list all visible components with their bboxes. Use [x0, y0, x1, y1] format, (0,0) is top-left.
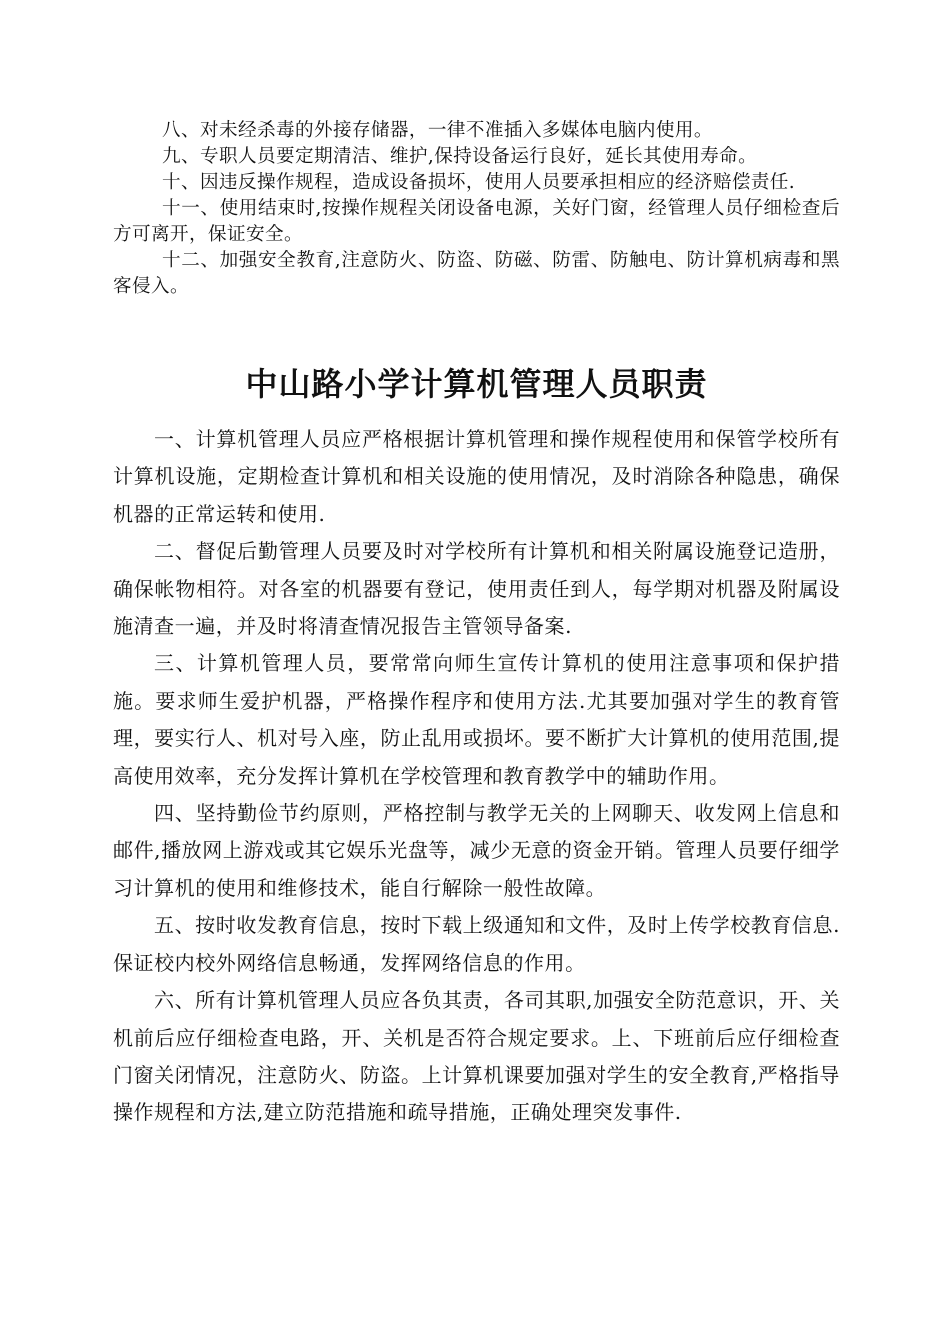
page-title: 中山路小学计算机管理人员职责: [245, 365, 708, 403]
duty-item-5: 五、按时收发教育信息，按时下载上级通知和文件，及时上传学校教育信息.保证校内校外网络信息畅通，发挥网络信息的作用。: [113, 913, 840, 975]
duty-item-1: 一、计算机管理人员应严格根据计算机管理和操作规程使用和保管学校所有计算机设施，定期检查计算机和相关设施的使用情况，及时消除各种隐患，确保机器的正常运转和使用.: [113, 427, 840, 526]
duty-item-6: 六、所有计算机管理人员应各负其责，各司其职,加强安全防范意识，开、关机前后应仔细检查电路，开、关机是否符合规定要求。上、下班前后应仔细检查门窗关闭情况，注意防火、防盗。上计算机课要加强对学生的安全教育,严格指导操作规程和方法,建立防范措施和疏导措施，正确处理突发事件.: [113, 988, 840, 1125]
rule-item-9: 九、专职人员要定期清洁、维护,保持设备运行良好，延长其使用寿命。: [162, 146, 758, 167]
rule-item-11: 十一、使用结束时,按操作规程关闭设备电源，关好门窗，经管理人员仔细检查后方可离开，保证安全。: [113, 198, 840, 245]
rules-continued-section: [113, 118, 840, 300]
rule-item-10: 十、因违反操作规程，造成设备损坏，使用人员要承担相应的经济赔偿责任.: [162, 172, 796, 193]
duty-item-3: 三、计算机管理人员，要常常向师生宣传计算机的使用注意事项和保护措施。要求师生爱护机器，严格操作程序和使用方法.尤其要加强对学生的教育管理，要实行人、机对号入座，防止乱用或损坏。要不断扩大计算机的使用范围,提高使用效率，充分发挥计算机在学校管理和教育教学中的辅助作用。: [113, 651, 840, 788]
rule-item-12: 十二、加强安全教育,注意防火、防盗、防磁、防雷、防触电、防计算机病毒和黑客侵入。: [113, 250, 840, 297]
duty-item-4: 四、坚持勤俭节约原则，严格控制与教学无关的上网聊天、收发网上信息和邮件,播放网上游戏或其它娱乐光盘等，减少无意的资金开销。管理人员要仔细学习计算机的使用和维修技术，能自行解除一般性故障。: [113, 801, 840, 900]
duties-section: [113, 421, 840, 1132]
rule-item-8: 八、对未经杀毒的外接存储器，一律不准插入多媒体电脑内使用。: [162, 120, 713, 141]
duty-item-2: 二、督促后勤管理人员要及时对学校所有计算机和相关附属设施登记造册，确保帐物相符。对各室的机器要有登记，使用责任到人，每学期对机器及附属设施清查一遍，并及时将清查情况报告主管领导备案.: [113, 539, 840, 639]
